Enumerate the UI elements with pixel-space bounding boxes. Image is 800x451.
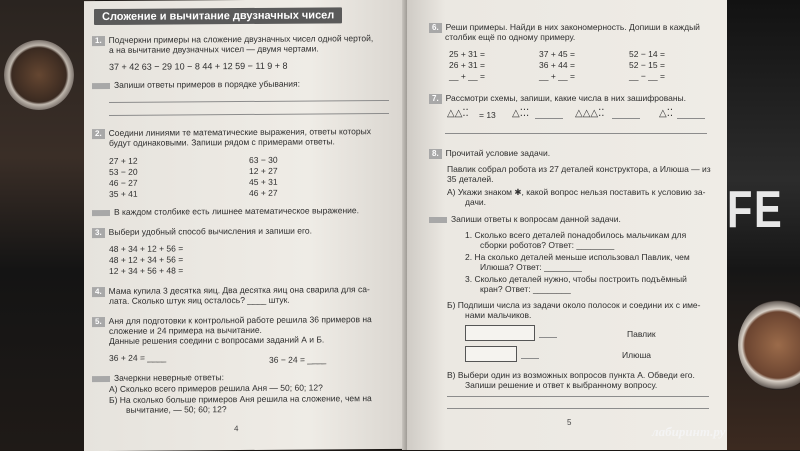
exercise-1-task: Запиши ответы примеров в порядке убывания: — [92, 79, 300, 90]
exercise-7-text: 7. Рассмотри схемы, запиши, какие числа в них зашифрованы. — [429, 93, 686, 104]
question-b: Б) На сколько больше примеров Аня решила на сложение, чем на — [109, 393, 372, 405]
answer-line — [521, 358, 539, 359]
part-c-text-2: Запиши решение и ответ к выбранному вопросу. — [465, 380, 658, 390]
answer-line — [445, 133, 707, 134]
exercise-5-text-2: сложение и 24 примера на вычитание. — [109, 324, 262, 336]
answer-line — [109, 100, 389, 103]
expression: 27 + 12 — [109, 155, 138, 166]
task-marker — [92, 376, 110, 382]
part-a-text-2: дачи. — [465, 197, 487, 207]
expression: 26 + 31 = — [449, 60, 485, 70]
scheme-2-triangles-icon: △⁚⁚⁚ — [512, 108, 530, 119]
exercise-number: 4. — [92, 287, 105, 297]
part-b-text: Б) Подпиши числа из задачи около полосок и соедини их с име- — [447, 300, 701, 310]
question-2: 2. На сколько деталей меньше использовал Павлик, чем — [465, 252, 690, 262]
boy-name-ilyusha: Илюша — [622, 350, 651, 360]
exercise-4-text: 4. Мама купила 3 десятка яиц. Два десятка яиц она сварила для са- — [92, 284, 370, 297]
expression: 52 − 15 = — [629, 60, 665, 70]
equation: 36 + 24 = ____ — [109, 352, 167, 363]
condition-line-1: Павлик собрал робота из 27 деталей конструктора, а Илюша — из — [447, 164, 711, 174]
expression: 48 + 34 + 12 + 56 = — [109, 243, 184, 254]
question-a: А) Сколько всего примеров решила Аня — 50; 60; 12? — [109, 382, 323, 394]
scheme-3-triangles-icon: △△△⁚⁚ — [575, 108, 605, 119]
exercise-number: 2. — [92, 129, 105, 139]
page-number: 5 — [567, 418, 572, 427]
part-b-text-2: нами мальчиков. — [465, 310, 532, 320]
answer-line — [535, 118, 563, 119]
scheme-1-triangles-icon: △△⁚⁚ — [447, 108, 469, 119]
exercise-number: 5. — [92, 317, 105, 327]
expression: __ + __ = — [539, 71, 575, 81]
expression: 63 − 30 — [249, 154, 278, 165]
right-page — [407, 0, 727, 450]
exercise-number: 6. — [429, 23, 442, 33]
expression: 12 + 34 + 56 + 48 = — [109, 265, 184, 276]
question-3: 3. Сколько деталей нужно, чтобы построить подъёмный — [465, 274, 687, 284]
exercise-2-text-2: будут одинаковыми. Запиши рядом с примерами ответы. — [109, 136, 335, 148]
left-page — [84, 0, 407, 451]
question-1-answer: сборки роботов? Ответ: ________ — [480, 240, 615, 250]
answer-line — [447, 408, 709, 409]
watermark: лабиринт.ру — [652, 424, 726, 439]
exercise-8-title: 8. Прочитай условие задачи. — [429, 148, 550, 159]
scheme-4-triangles-icon: △⁚⁚ — [659, 108, 674, 119]
expression: 53 − 20 — [109, 166, 138, 177]
exercise-6-text: 6. Реши примеры. Найди в них закономерность. Допиши в каждый — [429, 22, 700, 33]
expression: 48 + 12 + 34 + 56 = — [109, 254, 184, 265]
exercise-5-text: 5. Аня для подготовки к контрольной работе решила 36 примеров на — [92, 314, 372, 327]
expression: 36 + 44 = — [539, 60, 575, 70]
background-sign-text: FE — [727, 181, 784, 239]
expression: 37 + 45 = — [539, 49, 575, 59]
exercise-4-text-2: лата. Сколько штук яиц осталось? ____ штук. — [109, 294, 290, 306]
exercise-1-examples: 37 + 42 63 − 29 10 − 8 44 + 12 59 − 11 9 + 8 — [109, 60, 288, 72]
exercise-5-text-3: Данные решения соедини с вопросами заданий А и Б. — [109, 334, 325, 346]
answer-line — [612, 118, 640, 119]
equation: 36 − 24 = ____ — [269, 354, 327, 365]
expression: 46 + 27 — [249, 187, 278, 198]
question-2-answer: Илюша? Ответ: ________ — [480, 262, 582, 272]
exercise-number: 8. — [429, 149, 442, 159]
strip-box-1[interactable] — [465, 325, 535, 341]
strip-box-2[interactable] — [465, 346, 517, 362]
exercise-2-task: В каждом столбике есть лишнее математическое выражение. — [92, 205, 359, 217]
condition-line-2: 35 деталей. — [447, 174, 494, 184]
exercise-1-text: 1. Подчеркни примеры на сложение двузначных чисел одной чертой, — [92, 33, 373, 46]
scheme-1-value: = 13 — [479, 110, 496, 120]
exercise-number: 3. — [92, 228, 105, 238]
expression: 45 + 31 — [249, 176, 278, 187]
part-a-text: А) Укажи знаком ✱, какой вопрос нельзя поставить к условию за- — [447, 187, 706, 197]
page-number: 4 — [234, 424, 239, 434]
expression: 46 − 27 — [109, 177, 138, 188]
answer-line — [539, 337, 557, 338]
expression: __ + __ = — [449, 71, 485, 81]
boy-name-pavlik: Павлик — [627, 329, 656, 339]
exercise-8-task: Запиши ответы к вопросам данной задачи. — [429, 214, 621, 224]
exercise-1-text-2: а на вычитание двузначных чисел — двумя чертами. — [109, 43, 319, 55]
exercise-5-task: Зачеркни неверные ответы: — [92, 372, 224, 383]
task-marker — [429, 217, 447, 223]
coffee-cup-decoration — [4, 40, 74, 110]
question-3-answer: кран? Ответ: ________ — [480, 284, 571, 294]
answer-line — [677, 118, 705, 119]
expression: 25 + 31 = — [449, 49, 485, 59]
answer-line — [447, 396, 709, 397]
expression: 52 − 14 = — [629, 49, 665, 59]
answer-line — [109, 113, 389, 116]
question-b-2: вычитание, — 50; 60; 12? — [126, 404, 227, 415]
question-1: 1. Сколько всего деталей понадобилось мальчикам для — [465, 230, 687, 240]
expression: 12 + 27 — [249, 165, 278, 176]
exercise-number: 1. — [92, 36, 105, 46]
task-marker — [92, 83, 110, 89]
task-marker — [92, 210, 110, 216]
exercise-2-text: 2. Соедини линиями те математические выражения, ответы которых — [92, 126, 371, 139]
exercise-6-text-2: столбик ещё по одному примеру. — [445, 32, 576, 42]
expression: 35 + 41 — [109, 188, 138, 199]
expression: __ − __ = — [629, 71, 665, 81]
exercise-number: 7. — [429, 94, 442, 104]
part-c-text: В) Выбери один из возможных вопросов пункта А. Обведи его. — [447, 370, 695, 380]
section-header: Сложение и вычитание двузначных чисел — [94, 7, 342, 25]
exercise-3-text: 3. Выбери удобный способ вычисления и запиши его. — [92, 226, 312, 239]
